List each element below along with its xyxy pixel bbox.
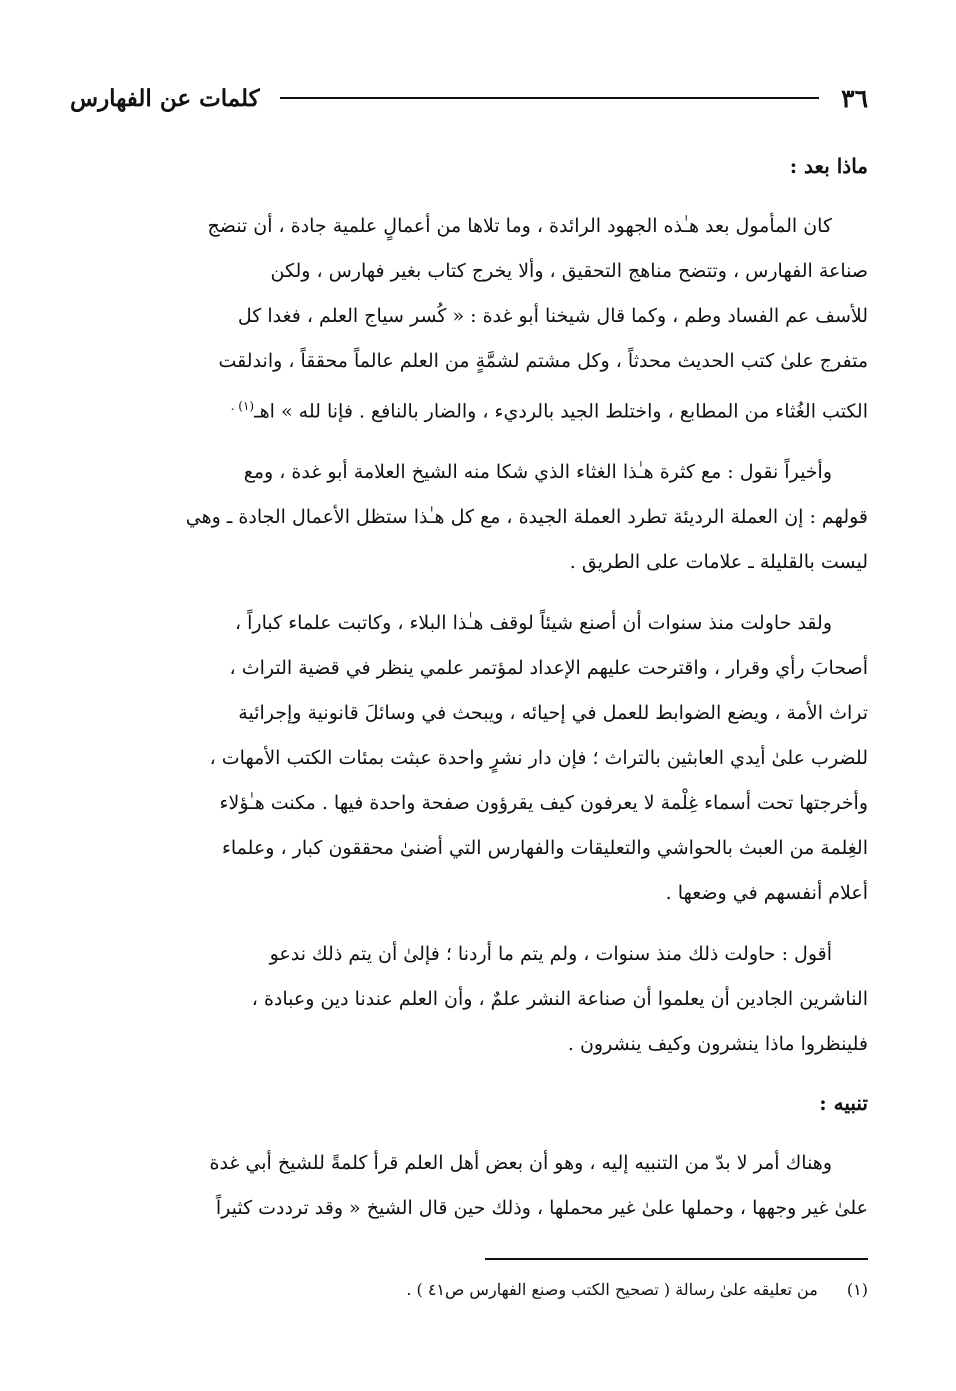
text-line bbox=[70, 384, 868, 434]
section-heading-note: تنبيه : bbox=[819, 1091, 868, 1116]
text-line: ليست بالقليلة ـ علامات على الطريق . bbox=[569, 551, 868, 574]
footnote-text: من تعليقه علىٰ رسالة ( تصحيح الكتب وصنع الفهارس ص٤١ ) . bbox=[406, 1280, 818, 1299]
footnote-number: (١) bbox=[846, 1280, 868, 1299]
text-line: قولهم : إن العملة الرديئة تطرد العملة الجيدة ، مع كل هـٰذا ستظل الأعمال الجادة ـ وهي bbox=[185, 506, 868, 529]
footnote-ref: (١) . bbox=[230, 399, 255, 413]
footnote bbox=[70, 1275, 868, 1305]
footnote-divider bbox=[485, 1258, 868, 1260]
text-line: وهناك أمر لا بدّ من التنبيه إليه ، وهو أن بعض أهل العلم قرأ كلمةً للشيخ أبي غدة bbox=[209, 1152, 832, 1175]
text-line: علىٰ غير وجهها ، وحملها علىٰ غير محملها ، وذلك حين قال الشيخ « وقد ترددت كثيراً bbox=[215, 1197, 868, 1220]
text-line: متفرج علىٰ كتب الحديث محدثاً ، وكل مشتم لشمَّةٍ من العلم عالماً محققاً ، واندلقت bbox=[218, 350, 868, 372]
text-line: وأخرجتها تحت أسماء غِلْمة لا يعرفون كيف يقرؤون صفحة واحدة فيها . مكنت هـٰؤلاء bbox=[219, 792, 868, 815]
header-rule bbox=[280, 97, 820, 99]
paragraph-1 bbox=[70, 204, 868, 434]
text-line: الغِلمة من العبث بالحواشي والتعليقات والفهارس التي أضنىٰ محققون كبار ، وعلماء bbox=[221, 837, 868, 860]
text-line: كان المأمول بعد هـٰذه الجهود الرائدة ، وما تلاها من أعمالٍ علمية جادة ، أن تنضج bbox=[207, 215, 832, 237]
text-line: للضرب علىٰ أيدي العابثين بالتراث ؛ فإن دار نشرٍ واحدة عبثت بمئات الكتب الأمهات ، bbox=[209, 747, 868, 770]
text-line: للأسف عم الفساد وطم ، وكما قال شيخنا أبو غدة : « كُسر سياج العلم ، فغدا كل bbox=[237, 305, 868, 327]
text-line: ولقد حاولت منذ سنوات أن أصنع شيئاً لوقف هـٰذا البلاء ، وكاتبت علماء كباراً ، bbox=[234, 612, 832, 635]
paragraph-3 bbox=[70, 601, 868, 916]
text-fragment: الكتب الغُثاء من المطابع ، واختلط الجيد بالرديء ، والضار بالنافع . فإنا لله » اهـ bbox=[254, 400, 868, 423]
text-line: أقول : حاولت ذلك منذ سنوات ، ولم يتم ما أردنا ؛ فإلىٰ أن يتم ذلك ندعو bbox=[269, 943, 832, 966]
header-title: كلمات عن الفهارس bbox=[70, 84, 260, 112]
section-heading-what-next: ماذا بعد : bbox=[789, 154, 868, 178]
text-line: تراث الأمة ، ويضع الضوابط للعمل في إحيائه ، ويبحث في وسائلَ قانونية وإجرائية bbox=[238, 702, 868, 725]
running-header bbox=[70, 76, 868, 120]
text-line: الناشرين الجادين أن يعلموا أن صناعة النشر علمٌ ، وأن العلم عندنا دين وعبادة ، bbox=[251, 988, 868, 1011]
text-line: صناعة الفهارس ، وتتضح مناهج التحقيق ، وألا يخرج كتاب بغير فهارس ، ولكن bbox=[270, 260, 868, 282]
text-line: فلينظروا ماذا ينشرون وكيف ينشرون . bbox=[567, 1033, 868, 1056]
page-body bbox=[70, 146, 868, 1247]
text-line: أعلام أنفسهم في وضعها . bbox=[665, 882, 868, 905]
text-line: وأخيراً نقول : مع كثرة هـٰذا الغثاء الذي شكا منه الشيخ العلامة أبو غدة ، ومع bbox=[243, 461, 832, 484]
paragraph-2 bbox=[70, 450, 868, 585]
text-line: أصحابَ رأي وقرار ، واقترحت عليهم الإعداد لمؤتمر علمي ينظر في قضية التراث ، bbox=[229, 657, 868, 680]
page-number: ٣٦ bbox=[841, 83, 868, 113]
paragraph-4 bbox=[70, 932, 868, 1067]
paragraph-5 bbox=[70, 1141, 868, 1231]
